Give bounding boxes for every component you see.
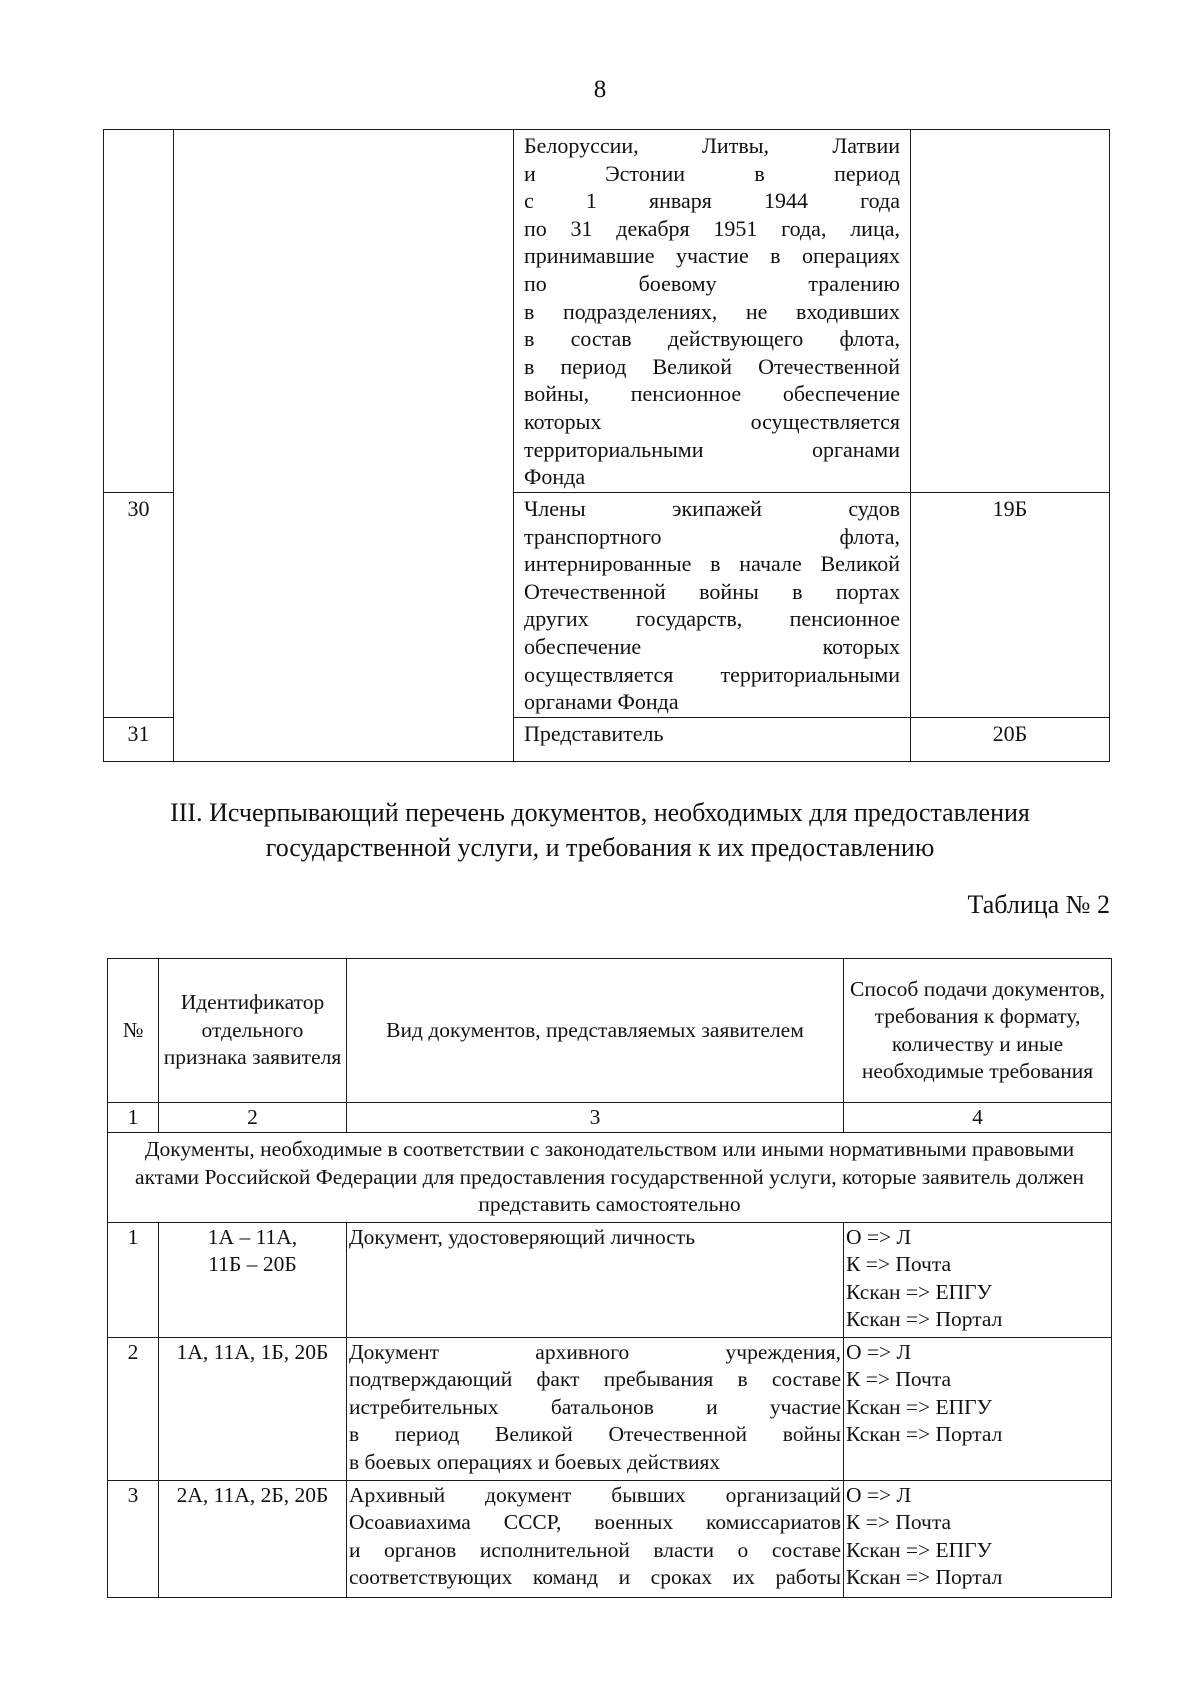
- table-row: [108, 1481, 1112, 1598]
- row-number: [104, 130, 174, 493]
- table-row: [104, 130, 1110, 493]
- row-number: 1: [108, 1223, 159, 1338]
- applicant-identifier: 1А, 11А, 1Б, 20Б: [159, 1338, 347, 1481]
- section-row-text: Документы, необходимые в соответствии с законодательством или иными нормативными правовыми актами Российской Федерации для предоставления государственной услуги, которые заявитель должен представить самостоятельно: [108, 1133, 1112, 1223]
- submission-methods: О => Л К => Почта Кскан => ЕПГУ Кскан => Портал: [844, 1223, 1112, 1338]
- category-code: 19Б: [911, 493, 1110, 718]
- category-code: [911, 130, 1110, 493]
- column-number: 4: [844, 1103, 1112, 1133]
- applicant-identifier: 2А, 11А, 2Б, 20Б: [159, 1481, 347, 1598]
- document-description: Документ, удостоверяющий личность: [347, 1223, 844, 1338]
- category-description: Белоруссии, Литвы, Латвии и Эстонии в период с 1 января 1944 года по 31 декабря 1951 года, лица, принимавшие участие в операциях по боевому тралению в подразделениях, не входивших в состав действующего флота, в период Великой Отечественной войны, пенсионное обеспечение которых осуществляется территориальными органами Фонда: [514, 130, 911, 493]
- column-number: 2: [159, 1103, 347, 1133]
- column-number: 3: [347, 1103, 844, 1133]
- header-documents: Вид документов, представляемых заявителем: [347, 959, 844, 1103]
- applicant-categories-table: [103, 129, 1110, 762]
- table-header-row: [108, 959, 1112, 1103]
- category-code: 20Б: [911, 718, 1110, 762]
- document-description: Архивный документ бывших организаций Осоавиахима СССР, военных комиссариатов и органов исполнительной власти о составе соответствующих команд и сроках их работы: [347, 1481, 844, 1598]
- submission-methods: О => Л К => Почта Кскан => ЕПГУ Кскан => Портал: [844, 1481, 1112, 1598]
- category-description: Представитель: [514, 718, 911, 762]
- column-numbers-row: [108, 1103, 1112, 1133]
- row-number: 31: [104, 718, 174, 762]
- row-number: 3: [108, 1481, 159, 1598]
- row-number: 2: [108, 1338, 159, 1481]
- header-identifier: Идентификатор отдельного признака заявителя: [159, 959, 347, 1103]
- row-number: 30: [104, 493, 174, 718]
- merged-empty-cell: [174, 130, 514, 762]
- page-number: 8: [593, 76, 607, 103]
- category-description: Члены экипажей судов транспортного флота, интернированные в начале Великой Отечественной войны в портах других государств, пенсионное обеспечение которых осуществляется территориальными органами Фонда: [514, 493, 911, 718]
- table-row: [108, 1338, 1112, 1481]
- applicant-identifier: 1А – 11А, 11Б – 20Б: [159, 1223, 347, 1338]
- table-row: [108, 1223, 1112, 1338]
- column-number: 1: [108, 1103, 159, 1133]
- section-heading: III. Исчерпывающий перечень документов, необходимых для предоставления государственной услуги, и требования к их предоставлению: [170, 798, 1030, 862]
- header-number: №: [108, 959, 159, 1103]
- section-row: [108, 1133, 1112, 1223]
- submission-methods: О => Л К => Почта Кскан => ЕПГУ Кскан => Портал: [844, 1338, 1112, 1481]
- header-method: Способ подачи документов, требования к формату, количеству и иные необходимые требования: [844, 959, 1112, 1103]
- documents-table: [107, 958, 1112, 1598]
- table-caption: Таблица № 2: [967, 890, 1110, 919]
- document-description: Документ архивного учреждения, подтверждающий факт пребывания в составе истребительных батальонов и участие в период Великой Отечественной войны в боевых операциях и боевых действиях: [347, 1338, 844, 1481]
